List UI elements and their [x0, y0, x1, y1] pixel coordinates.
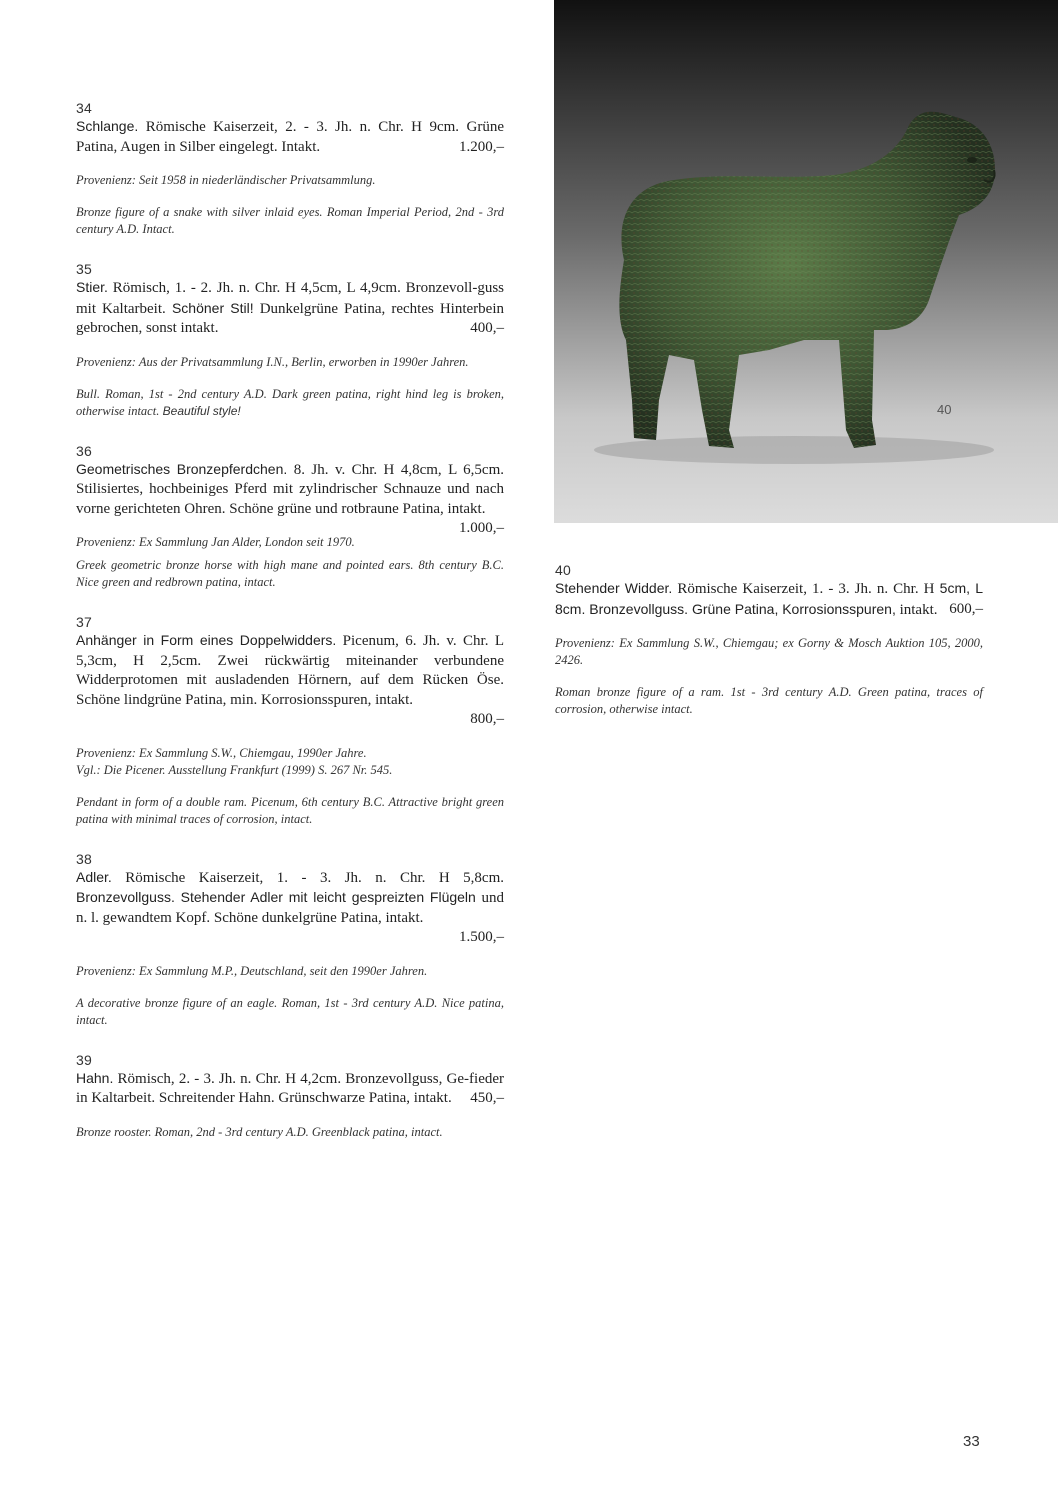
lot-price: 1.200,– [459, 138, 504, 155]
lot-name: Adler. [76, 868, 112, 885]
lot-36 [76, 442, 504, 592]
lot-text: Römische Kaiserzeit, 1. - 3. Jh. n. Chr. H [672, 581, 935, 597]
lot-number: 35 [76, 261, 92, 277]
lot-english [76, 386, 504, 420]
lot-english: Bronze figure of a snake with silver inlaid eyes. Roman Imperial Period, 2nd - 3rd century A.D. Intact. [76, 205, 504, 236]
lot-number: 37 [76, 614, 92, 630]
right-column [555, 561, 983, 740]
lot-35 [76, 260, 504, 420]
lot-text-c: und n. l. gewandtem Kopf. Schöne dunkelgrüne Patina, intakt. [76, 890, 504, 926]
lot-price: 600,– [949, 600, 983, 617]
lot-text: Römische Kaiserzeit, 2. - 3. Jh. n. Chr. H 9cm. Grüne Patina, Augen in Silber eingelegt. Intakt. [76, 119, 504, 155]
lot-39 [76, 1051, 504, 1141]
lot-description [76, 1069, 504, 1109]
lot-text-c: Dunkelgrüne Patina, rechtes Hinterbein gebrochen, sonst intakt. [76, 300, 504, 336]
left-column [76, 99, 504, 1163]
lot-english: Greek geometric bronze horse with high mane and pointed ears. 8th century B.C. Nice green and redbrown patina, intact. [76, 558, 504, 589]
lot-37 [76, 613, 504, 828]
lot-number: 36 [76, 442, 92, 459]
lot-english: Bronze rooster. Roman, 2nd - 3rd century A.D. Greenblack patina, intact. [76, 1124, 443, 1139]
lot-description [76, 868, 504, 929]
lot-text: Picenum, 6. Jh. v. Chr. L 5,3cm, H 2,5cm. Zwei rückwärtig miteinander verbundene Widderprotomen mit ausladenden Hörnern, auf dem Rücken Öse. Schöne lindgrüne Patina, min. Korrosionsspuren, intakt. [76, 633, 504, 708]
lot-description [76, 117, 504, 157]
lot-description [76, 278, 504, 339]
lot-price: 1.500,– [459, 929, 504, 945]
page-number: 33 [963, 1433, 980, 1450]
lot-reference: Vgl.: Die Picener. Ausstellung Frankfurt (1999) S. 267 Nr. 545. [76, 762, 393, 777]
lot-34 [76, 99, 504, 238]
lot-name: Geometrisches Bronzepferdchen. [76, 460, 288, 477]
lot-provenance: Provenienz: Ex Sammlung S.W., Chiemgau; ex Gorny & Mosch Auktion 105, 2000, 2426. [555, 636, 983, 667]
lot-name: Stehender Widder. [555, 580, 673, 596]
lot-description [76, 631, 504, 710]
lot-name: Anhänger in Form eines Doppelwidders. [76, 632, 337, 648]
lot-name: Stier. [76, 279, 108, 295]
lot-text-c: intakt. [895, 601, 938, 618]
lot-provenance: Provenienz: Aus der Privatsammlung I.N., Berlin, erworben in 1990er Jahren. [76, 354, 469, 369]
lot-number: 38 [76, 850, 92, 867]
lot-text-b: Bronzevollguss. Stehender Adler mit leicht gespreizten Flügeln [76, 889, 476, 905]
lot-text-b: Schöner Stil! [165, 299, 254, 316]
lot-price: 400,– [470, 320, 504, 336]
lot-text: Römisch, 1. - 2. Jh. n. Chr. H 4,5cm, L 4,9cm. Bronzevoll-guss mit Kaltarbeit. [76, 280, 504, 317]
lot-description [555, 579, 983, 620]
lot-price: 800,– [470, 711, 504, 727]
lot-provenance: Provenienz: Ex Sammlung M.P., Deutschland, seit den 1990er Jahren. [76, 963, 428, 978]
lot-english: Roman bronze figure of a ram. 1st - 3rd century A.D. Green patina, traces of corrosion, otherwise intact. [555, 685, 983, 716]
lot-text: 8. Jh. v. Chr. H 4,8cm, L 6,5cm. Stilisiertes, hochbeiniges Pferd mit zylindrischer Schnauze und nach vorne gerichteten Ohren. Schöne grüne und rotbraune Patina, intakt. [76, 461, 505, 517]
lot-40 [555, 561, 983, 718]
ram-figure-image [554, 0, 1058, 523]
lot-provenance: Provenienz: Seit 1958 in niederländischer Privatsammlung. [76, 173, 376, 187]
lot-provenance: Provenienz: Ex Sammlung Jan Alder, London seit 1970. [76, 535, 355, 549]
lot-38 [76, 850, 504, 1029]
lot-name: Schlange. [76, 118, 139, 134]
lot-text: Römische Kaiserzeit, 1. - 3. Jh. n. Chr. H 5,8cm. [111, 869, 504, 886]
lot-number: 40 [555, 562, 571, 578]
lot-english-a: Bull. Roman, 1st - 2nd century A.D. Dark green patina, right hind leg is broken, otherwise intact. [76, 386, 504, 418]
lot-text: Römisch, 2. - 3. Jh. n. Chr. H 4,2cm. Bronzevollguss, Ge-fieder in Kaltarbeit. Schreitender Hahn. Grünschwarze Patina, intakt. [76, 1070, 504, 1106]
lot-english-b: Beautiful style! [159, 403, 241, 418]
lot-price: 1.000,– [459, 520, 504, 536]
lot-english: A decorative bronze figure of an eagle. Roman, 1st - 3rd century A.D. Nice patina, intact. [76, 995, 504, 1027]
lot-description [76, 460, 505, 536]
lot-text-b: 5cm, L 8cm. Bronzevollguss. Grüne Patina, Korrosionsspuren, [555, 580, 983, 617]
photo-label: 40 [937, 402, 952, 417]
lot-number: 39 [76, 1051, 92, 1068]
lot-name: Hahn. [76, 1069, 114, 1086]
lot-english: Pendant in form of a double ram. Picenum, 6th century B.C. Attractive bright green patina with minimal traces of corrosion, intact. [76, 794, 504, 826]
lot-provenance: Provenienz: Ex Sammlung S.W., Chiemgau, 1990er Jahre. [76, 745, 367, 760]
lot-40-photo [554, 0, 1058, 523]
lot-price: 450,– [470, 1090, 504, 1106]
lot-number: 34 [76, 100, 92, 116]
